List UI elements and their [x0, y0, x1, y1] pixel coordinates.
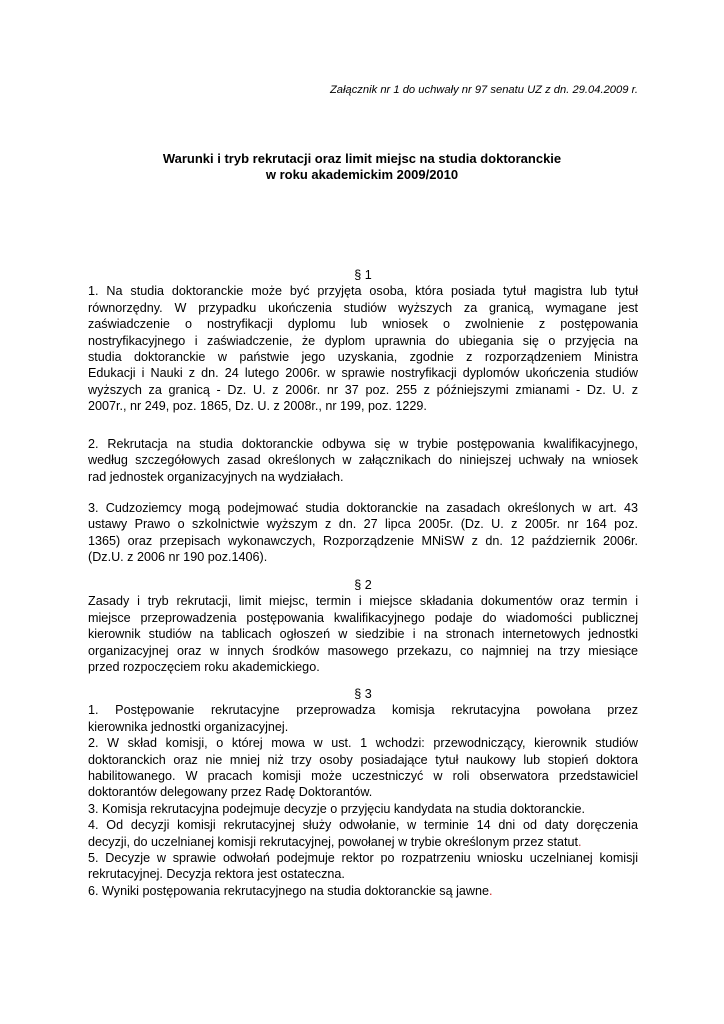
paragraph-line: kierownika jednostki organizacyjnej. — [88, 719, 289, 734]
paragraph-line: według szczegółowych zasad określonych w załącznikach do niniejszej uchwały na wniosek — [88, 453, 638, 468]
paragraph-line: 1365) oraz przepisach wykonawczych, Rozporządzenie MNiSW z dn. 12 październik 2006r. — [88, 533, 638, 548]
paragraph-line: (Dz.U. z 2006 nr 190 poz.1406). — [88, 550, 268, 565]
paragraph-line: Zasady i tryb rekrutacji, limit miejsc, termin i miejsce składania dokumentów oraz termin i — [88, 594, 638, 609]
section-2-heading: § 2 — [354, 578, 372, 592]
paragraph-line: 1. Postępowanie rekrutacyjne przeprowadza komisja rekrutacyjna powołana przez — [88, 703, 638, 718]
paragraph-line: 5. Decyzje w sprawie odwołań podejmuje rektor po rozpatrzeniu wniosku uczelnianej komisji — [88, 851, 638, 866]
red-period: . — [489, 883, 493, 898]
paragraph-line: wyższych za granicą - Dz. U. z 2006r. nr 37 poz. 255 z późniejszymi zmianami - Dz. U. z — [88, 382, 638, 397]
paragraph-line: 3. Komisja rekrutacyjna podejmuje decyzje o przyjęciu kandydata na studia doktoranckie. — [88, 801, 586, 816]
section-3 — [88, 686, 638, 899]
title-line-1: Warunki i tryb rekrutacji oraz limit miejsc na studia doktoranckie — [162, 151, 562, 166]
paragraph-line: rekrutacyjnej. Decyzja rektora jest ostateczna. — [88, 867, 345, 882]
paragraph-line: zaświadczenie o nostryfikacji dyplomu lub wniosek o zwolnienie z postępowania — [88, 317, 638, 332]
section-1-paragraph-2 — [88, 436, 638, 485]
paragraph-line: Edukacji i Nauki z dn. 24 lutego 2006r. w sprawie nostryfikacji dyplomów ukończenia studiów — [88, 366, 638, 381]
line-text: 6. Wyniki postępowania rekrutacyjnego na studia doktoranckie są jawne — [88, 883, 490, 898]
paragraph-line: habilitowanego. W pracach komisji może uczestniczyć w roli obserwatora przedstawiciel — [88, 769, 638, 784]
paragraph-line: doktorantów delegowany przez Radę Doktorantów. — [88, 785, 373, 800]
paragraph-line: 2. W skład komisji, o której mowa w ust. 1 wchodzi: przewodniczący, kierownik studiów — [88, 736, 638, 751]
paragraph-line: przed rozpoczęciem roku akademickiego. — [88, 660, 320, 675]
paragraph-line — [88, 883, 638, 899]
paragraph-line: organizacyjnej oraz w innych środków masowego przekazu, co najmniej na trzy miesiące — [88, 643, 638, 658]
annex-reference: Załącznik nr 1 do uchwały nr 97 senatu UZ z dn. 29.04.2009 r. — [329, 84, 638, 96]
paragraph-line — [88, 834, 638, 850]
paragraph-line: doktoranckich oraz nie mniej niż trzy osoby posiadające tytuł naukowy lub stopień doktora — [88, 752, 638, 767]
paragraph-line: ustawy Prawo o szkolnictwie wyższym z dn. 27 lipca 2005r. (Dz. U. z 2005r. nr 164 poz. — [88, 517, 638, 532]
paragraph-line: miejsce przeprowadzenia postępowania kwalifikacyjnego podaje do wiadomości publicznej — [88, 610, 638, 625]
paragraph-line: 4. Od decyzji komisji rekrutacyjnej służy odwołanie, w terminie 14 dni od daty doręczenia — [88, 818, 638, 833]
paragraph-line: 2007r., nr 249, poz. 1865, Dz. U. z 2008r., nr 199, poz. 1229. — [88, 399, 427, 414]
paragraph-line: 3. Cudzoziemcy mogą podejmować studia doktoranckie na zasadach określonych w art. 43 — [88, 501, 638, 515]
paragraph-line: 1. Na studia doktoranckie może być przyjęta osoba, która posiada tytuł magistra lub tytuł — [88, 284, 638, 299]
paragraph-line: studia doktoranckie w państwie jego uzyskania, zgodnie z rozporządzeniem Ministra — [88, 350, 638, 365]
red-period: . — [577, 834, 582, 849]
paragraph-line: kierownik studiów na tablicach ogłoszeń w siedzibie i na stronach internetowych jednostki — [88, 627, 638, 642]
title-line-2: w roku akademickim 2009/2010 — [265, 167, 459, 182]
document-title — [86, 151, 638, 183]
line-text: decyzji, do uczelnianej komisji rekrutacyjnej, powołanej w trybie określonym przez statut — [88, 834, 578, 849]
paragraph-line: nostryfikacyjnego i zaświadczenie, że dyplom uprawnia do ubiegania się o przyjęcia na — [88, 333, 638, 348]
paragraph-line: równorzędny. W przypadku ukończenia studiów wyższych za granicą, wymagane jest — [88, 300, 638, 315]
paragraph-line: rad jednostek organizacyjnych na wydziałach. — [88, 469, 344, 484]
paragraph-line: 2. Rekrutacja na studia doktoranckie odbywa się w trybie postępowania kwalifikacyjnego, — [88, 437, 638, 451]
section-2 — [88, 577, 638, 675]
section-3-heading: § 3 — [354, 687, 372, 701]
section-1-heading: § 1 — [354, 268, 372, 282]
section-1 — [88, 267, 638, 415]
section-1-paragraph-3 — [88, 500, 638, 566]
section-1-paragraph-1 — [88, 283, 638, 414]
